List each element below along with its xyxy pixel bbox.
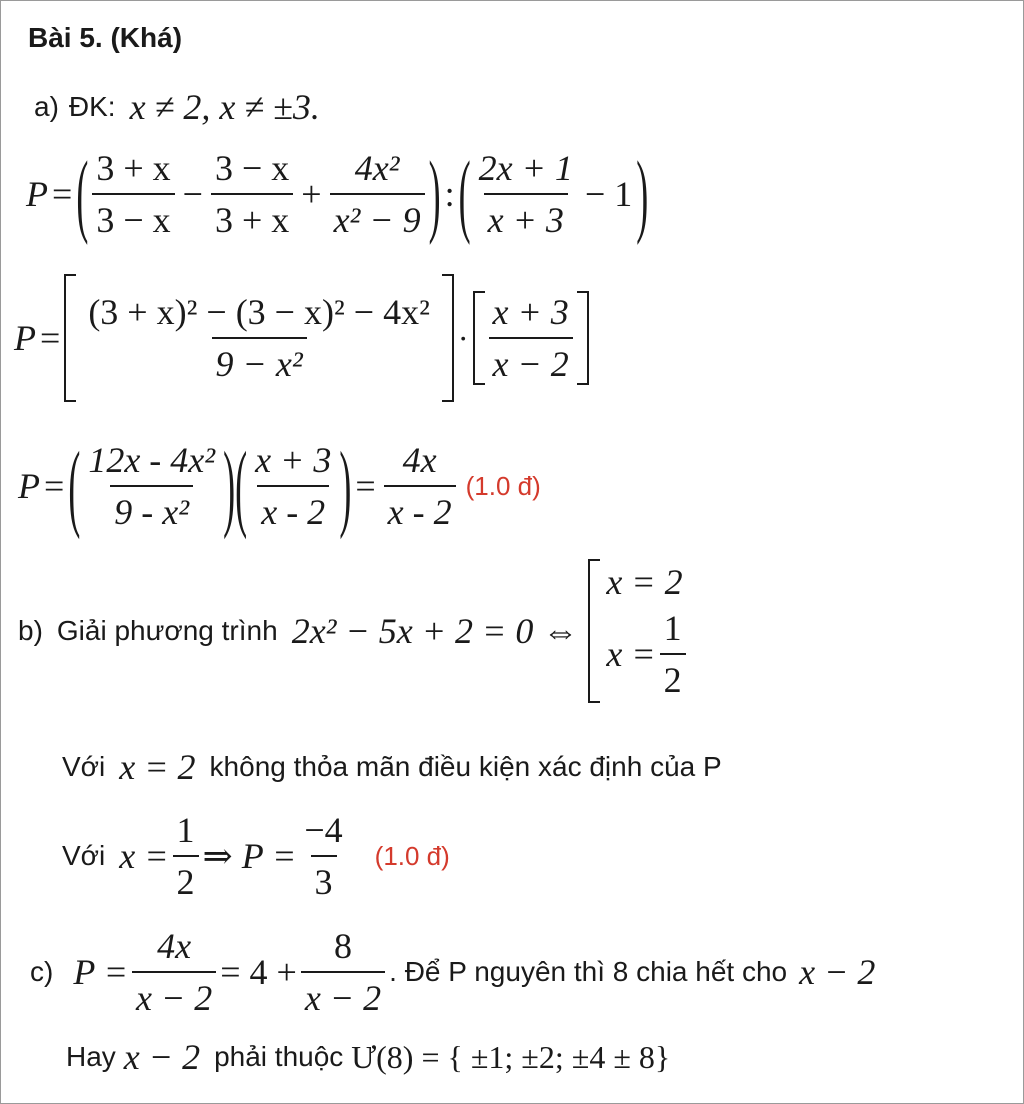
root-1: x = 2 <box>606 562 683 602</box>
numerator: (3 + x)² − (3 − x)² − 4x² <box>88 292 430 332</box>
part-b-equation <box>18 556 690 706</box>
part-a-label: a) <box>34 91 59 122</box>
part-b-label: b) <box>18 615 43 646</box>
dk-label: ĐK: <box>68 91 116 122</box>
quadratic-equation: 2x² − 5x + 2 = 0 ⇔ <box>291 611 579 651</box>
equation-line-2 <box>14 270 589 406</box>
fraction <box>92 147 174 241</box>
lhs: x = <box>119 836 169 876</box>
denominator: x − 2 <box>301 971 385 1019</box>
prefix-text: Với <box>62 840 106 871</box>
numerator: 8 <box>334 926 352 966</box>
right-bracket <box>442 274 454 402</box>
numerator: −4 <box>304 810 343 850</box>
fraction <box>211 147 293 241</box>
expression: x − 2 <box>123 1037 201 1077</box>
numerator: 12x - 4x² <box>88 440 216 480</box>
plus-sign: + <box>301 174 322 214</box>
middle-expr: = 4 + <box>220 952 297 992</box>
p-symbol: P <box>26 174 48 214</box>
p-symbol: P <box>14 318 36 358</box>
right-paren: ) <box>428 142 441 246</box>
dk-expression: x ≠ 2, x ≠ ±3. <box>129 87 320 127</box>
root-2 <box>606 607 689 701</box>
equals-sign: = <box>355 466 376 506</box>
denominator: 3 <box>311 855 337 903</box>
left-paren: ( <box>458 142 471 246</box>
score-label: (1.0 đ) <box>374 840 450 871</box>
denominator: x - 2 <box>384 485 456 533</box>
fraction <box>384 439 456 533</box>
numerator: 3 + x <box>96 148 171 188</box>
division-sign: : <box>444 174 455 214</box>
prefix-text: Hay <box>66 1041 116 1072</box>
numerator: 3 − x <box>214 148 290 188</box>
equals-sign: = <box>40 318 61 358</box>
equation-line-3 <box>18 430 541 542</box>
left-bracket <box>64 274 76 402</box>
multiply-dot: · <box>457 319 469 356</box>
equals-sign: = <box>44 466 65 506</box>
fraction <box>132 925 216 1019</box>
left-paren: ( <box>76 142 89 246</box>
denominator: 2 <box>173 855 199 903</box>
numerator: x + 3 <box>255 440 332 480</box>
denominator: 2 <box>660 653 686 701</box>
implies: ⇒ P = <box>202 836 297 876</box>
left-paren: ( <box>68 432 81 540</box>
part-c-line-2 <box>66 1036 670 1078</box>
denominator: 3 + x <box>211 193 293 241</box>
denominator: x + 3 <box>484 193 568 241</box>
part-b-text: Giải phương trình <box>56 615 278 646</box>
score-label: (1.0 đ) <box>465 470 541 501</box>
fraction <box>173 809 199 903</box>
numerator: 1 <box>176 810 195 850</box>
fraction <box>301 925 385 1019</box>
case-bracket <box>588 559 600 703</box>
fraction <box>660 607 686 701</box>
prefix-text: Với <box>62 751 106 782</box>
fraction <box>475 147 577 241</box>
part-a-condition <box>34 86 320 128</box>
equation-line-1 <box>26 140 648 248</box>
right-paren: ) <box>223 432 236 540</box>
denominator: x − 2 <box>132 971 216 1019</box>
equals-sign: = <box>52 174 73 214</box>
statement-text: phải thuộc <box>214 1041 344 1072</box>
statement-text: . Để P nguyên thì 8 chia hết cho <box>389 956 788 987</box>
part-c-label: c) <box>30 956 54 987</box>
numerator: x + 3 <box>492 292 569 332</box>
tail-term: − 1 <box>584 174 633 214</box>
denominator: x² − 9 <box>330 193 425 241</box>
part-b-line-2 <box>62 808 450 904</box>
right-bracket <box>577 291 589 385</box>
p-symbol: P <box>18 466 40 506</box>
page-title: Bài 5. (Khá) <box>28 22 183 53</box>
right-paren: ) <box>636 142 649 246</box>
fraction <box>489 291 573 385</box>
numerator: 1 <box>663 608 682 648</box>
roots <box>606 561 689 701</box>
p-equals: P = <box>73 952 128 992</box>
minus-sign: − <box>182 174 203 214</box>
statement-text: không thỏa mãn điều kiện xác định của P <box>209 751 722 782</box>
denominator: x - 2 <box>257 485 329 533</box>
numerator: 2x + 1 <box>478 148 573 188</box>
fraction <box>330 147 425 241</box>
denominator: 9 − x² <box>212 337 307 385</box>
denominator: 3 − x <box>92 193 174 241</box>
numerator: 4x <box>157 926 192 966</box>
divisor-set: Ư(8) = { ±1; ±2; ±4 ± 8} <box>351 1038 671 1075</box>
root-2-lhs: x = <box>606 634 656 674</box>
left-paren: ( <box>235 432 248 540</box>
numerator: 4x <box>402 440 437 480</box>
part-b-line-1 <box>62 746 722 788</box>
fraction <box>84 439 219 533</box>
right-paren: ) <box>339 432 352 540</box>
numerator: 4x² <box>354 148 400 188</box>
expression: x = 2 <box>119 747 196 787</box>
fraction <box>251 439 335 533</box>
fraction <box>300 809 346 903</box>
denominator: x − 2 <box>489 337 573 385</box>
fraction <box>84 291 434 385</box>
denominator: 9 - x² <box>110 485 193 533</box>
left-bracket <box>473 291 485 385</box>
expression: x − 2 <box>799 952 876 992</box>
part-c-line-1 <box>30 922 875 1022</box>
